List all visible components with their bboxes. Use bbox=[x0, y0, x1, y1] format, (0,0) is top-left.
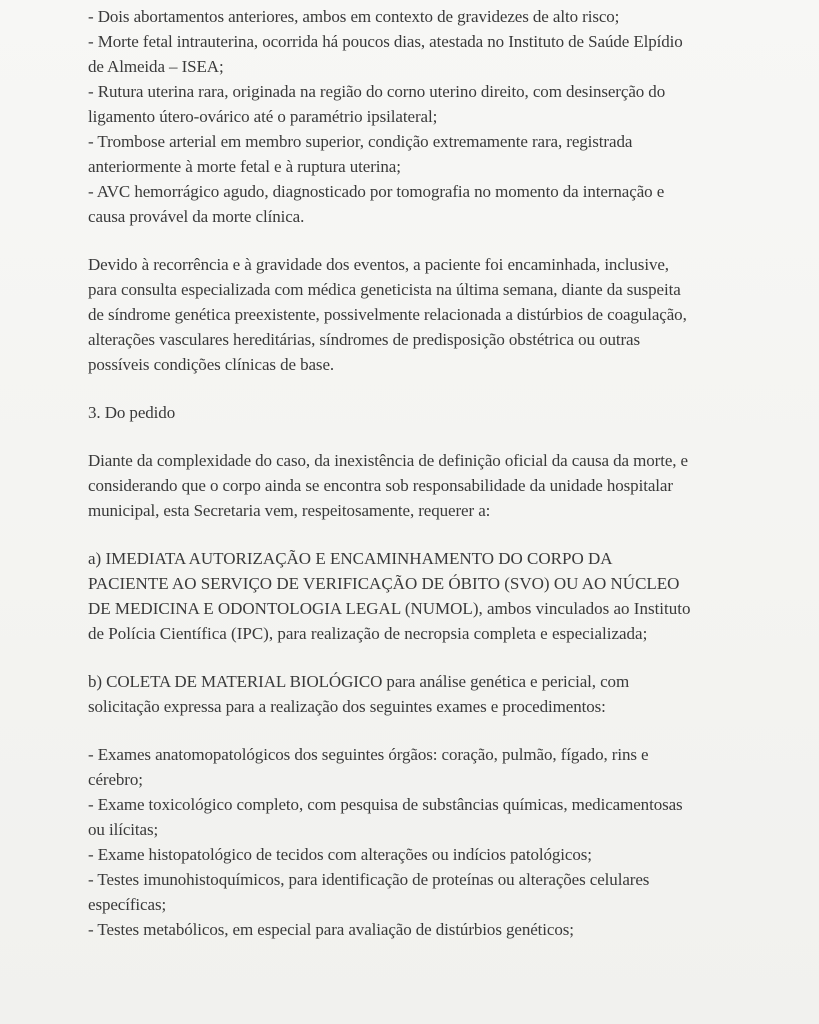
item-a-line-2: PACIENTE AO SERVIÇO DE VERIFICAÇÃO DE ÓBITO (SVO) OU AO NÚCLEO bbox=[88, 574, 680, 593]
intro-bullet-3-line-2: ligamento útero-ovárico até o paramétrio ipsilateral; bbox=[88, 107, 438, 126]
exam-bullet-2-line-2: ou ilícitas; bbox=[88, 820, 159, 839]
recurrence-line-4: alterações vasculares hereditárias, síndromes de predisposição obstétrica ou outras bbox=[88, 330, 641, 349]
spacer bbox=[88, 425, 758, 448]
recurrence-line-2: para consulta especializada com médica geneticista na última semana, diante da suspeita bbox=[88, 280, 681, 299]
exam-bullet-4-line-1: - Testes imunohistoquímicos, para identificação de proteínas ou alterações celulares bbox=[88, 870, 650, 889]
intro-bullet-4-line-2: anteriormente à morte fetal e à ruptura uterina; bbox=[88, 157, 401, 176]
intro-bullet-2-line-1: - Morte fetal intrauterina, ocorrida há poucos dias, atestada no Instituto de Saúde Elpídio bbox=[88, 32, 683, 51]
recurrence-line-3: de síndrome genética preexistente, possivelmente relacionada a distúrbios de coagulação, bbox=[88, 305, 687, 324]
item-b-line-2: solicitação expressa para a realização dos seguintes exames e procedimentos: bbox=[88, 697, 606, 716]
exam-bullet-1-line-2: cérebro; bbox=[88, 770, 143, 789]
intro-bullet-5-line-1: - AVC hemorrágico agudo, diagnosticado por tomografia no momento da internação e bbox=[88, 182, 665, 201]
exam-bullet-list bbox=[88, 742, 758, 942]
item-b-line-1: b) COLETA DE MATERIAL BIOLÓGICO para análise genética e pericial, com bbox=[88, 672, 630, 691]
exam-bullet-5-line-1: - Testes metabólicos, em especial para avaliação de distúrbios genéticos; bbox=[88, 920, 574, 939]
request-line-1: Diante da complexidade do caso, da inexistência de definição oficial da causa da morte, e bbox=[88, 451, 689, 470]
recurrence-line-1: Devido à recorrência e à gravidade dos eventos, a paciente foi encaminhada, inclusive, bbox=[88, 255, 669, 274]
spacer bbox=[88, 523, 758, 546]
spacer bbox=[88, 377, 758, 400]
intro-bullet-2-line-2: de Almeida – ISEA; bbox=[88, 57, 224, 76]
item-b-paragraph bbox=[88, 669, 758, 719]
exam-bullet-1-line-1: - Exames anatomopatológicos dos seguintes órgãos: coração, pulmão, fígado, rins e bbox=[88, 745, 649, 764]
section-heading: 3. Do pedido bbox=[88, 403, 176, 422]
intro-bullet-3-line-1: - Rutura uterina rara, originada na região do corno uterino direito, com desinserção do bbox=[88, 82, 666, 101]
item-a-paragraph bbox=[88, 546, 758, 646]
item-a-line-3: DE MEDICINA E ODONTOLOGIA LEGAL (NUMOL), ambos vinculados ao Instituto bbox=[88, 599, 691, 618]
request-paragraph bbox=[88, 448, 758, 523]
intro-bullet-list bbox=[88, 4, 758, 229]
request-line-3: municipal, esta Secretaria vem, respeitosamente, requerer a: bbox=[88, 501, 491, 520]
item-a-line-4: de Polícia Científica (IPC), para realização de necropsia completa e especializada; bbox=[88, 624, 648, 643]
spacer bbox=[88, 646, 758, 669]
spacer bbox=[88, 229, 758, 252]
intro-bullet-1-line-1: - Dois abortamentos anteriores, ambos em contexto de gravidezes de alto risco; bbox=[88, 7, 620, 26]
document-body bbox=[88, 4, 758, 942]
spacer bbox=[88, 719, 758, 742]
exam-bullet-4-line-2: específicas; bbox=[88, 895, 167, 914]
recurrence-paragraph bbox=[88, 252, 758, 377]
exam-bullet-3-line-1: - Exame histopatológico de tecidos com alterações ou indícios patológicos; bbox=[88, 845, 592, 864]
intro-bullet-4-line-1: - Trombose arterial em membro superior, condição extremamente rara, registrada bbox=[88, 132, 633, 151]
request-line-2: considerando que o corpo ainda se encontra sob responsabilidade da unidade hospitalar bbox=[88, 476, 673, 495]
intro-bullet-5-line-2: causa provável da morte clínica. bbox=[88, 207, 305, 226]
exam-bullet-2-line-1: - Exame toxicológico completo, com pesquisa de substâncias químicas, medicamentosas bbox=[88, 795, 683, 814]
item-a-line-1: a) IMEDIATA AUTORIZAÇÃO E ENCAMINHAMENTO DO CORPO DA bbox=[88, 549, 613, 568]
recurrence-line-5: possíveis condições clínicas de base. bbox=[88, 355, 335, 374]
